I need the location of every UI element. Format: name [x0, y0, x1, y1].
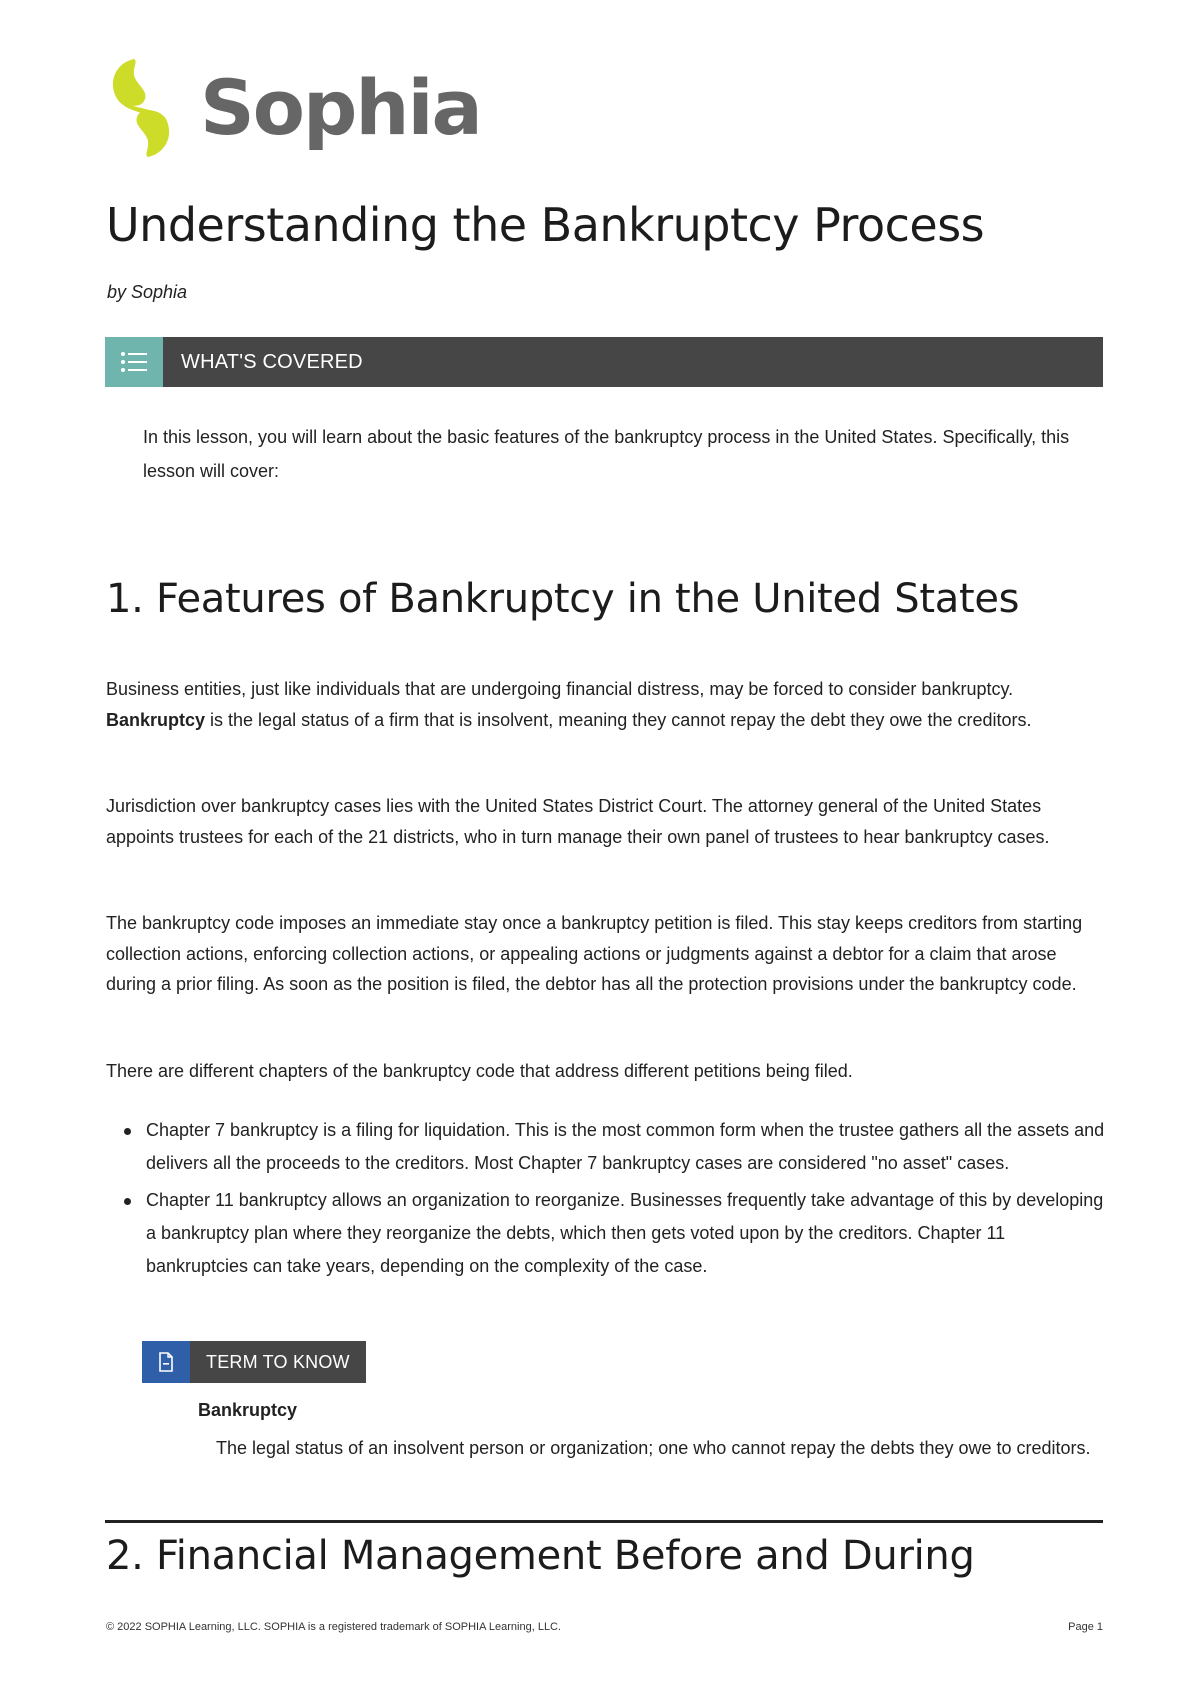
- whats-covered-label: WHAT'S COVERED: [181, 350, 363, 373]
- list-item: Chapter 7 bankruptcy is a filing for liquidation. This is the most common form when the trustee gathers all the assets and delivers all the proceeds to the creditors. Most Chapter 7 bankruptcy cases are considered "no asset" cases.: [106, 1114, 1106, 1180]
- footer-page-number: Page 1: [1068, 1621, 1103, 1633]
- footer-copyright: © 2022 SOPHIA Learning, LLC. SOPHIA is a registered trademark of SOPHIA Learning, LLC.: [106, 1621, 562, 1633]
- byline: by Sophia: [107, 282, 188, 302]
- term-definition: The legal status of an insolvent person or organization; one who cannot repay the debts they owe to creditors.: [216, 1438, 1091, 1458]
- whats-covered-banner: [105, 337, 1103, 387]
- logo-wordmark: Sophia: [200, 63, 481, 152]
- bold-term: Bankruptcy: [106, 709, 206, 730]
- term-to-know-label: TERM TO KNOW: [206, 1351, 350, 1372]
- section-divider: [105, 1520, 1103, 1523]
- page-title: Understanding the Bankruptcy Process: [106, 198, 985, 252]
- paragraph-jurisdiction: Jurisdiction over bankruptcy cases lies with the United States District Court. The attorney general of the United States appoints trustees for each of the 21 districts, who in turn manage their own panel of trustees to hear bankruptcy cases.: [106, 796, 1050, 847]
- document-icon: [142, 1341, 190, 1383]
- list-item: Chapter 11 bankruptcy allows an organization to reorganize. Businesses frequently take advantage of this by developing a bankruptcy plan where they reorganize the debts, which then gets voted upon by the creditors. Chapter 11 bankruptcies can take years, depending on the complexity of the case.: [106, 1184, 1106, 1283]
- sophia-s-leaf-icon: [104, 57, 178, 159]
- whats-covered-intro: In this lesson, you will learn about the basic features of the bankruptcy process in the United States. Specifically, this lesson will cover:: [143, 427, 1070, 481]
- section-2-heading: 2. Financial Management Before and During: [106, 1533, 975, 1579]
- term-name: Bankruptcy: [198, 1400, 298, 1420]
- term-to-know-banner: [142, 1341, 366, 1383]
- paragraph-text: Business entities, just like individuals that are undergoing financial distress, may be forced to consider bankruptcy.: [106, 679, 1014, 699]
- sophia-logo: [104, 56, 524, 160]
- paragraph-automatic-stay: The bankruptcy code imposes an immediate stay once a bankruptcy petition is filed. This stay keeps creditors from starting collection actions, enforcing collection actions, or appealing actions or judgments against a debtor for a claim that arose during a prior filing. As soon as the position is filed, the debtor has all the protection provisions under the bankruptcy code.: [106, 913, 1083, 994]
- list-icon: [105, 337, 163, 387]
- paragraph-bankruptcy-definition: [106, 674, 1106, 735]
- paragraph-text: is the legal status of a firm that is insolvent, meaning they cannot repay the debt they owe the creditors.: [205, 709, 1032, 730]
- section-1-heading: 1. Features of Bankruptcy in the United States: [106, 576, 1020, 622]
- chapters-list: [106, 1114, 1106, 1287]
- paragraph-chapters-intro: There are different chapters of the bankruptcy code that address different petitions being filed.: [106, 1061, 853, 1081]
